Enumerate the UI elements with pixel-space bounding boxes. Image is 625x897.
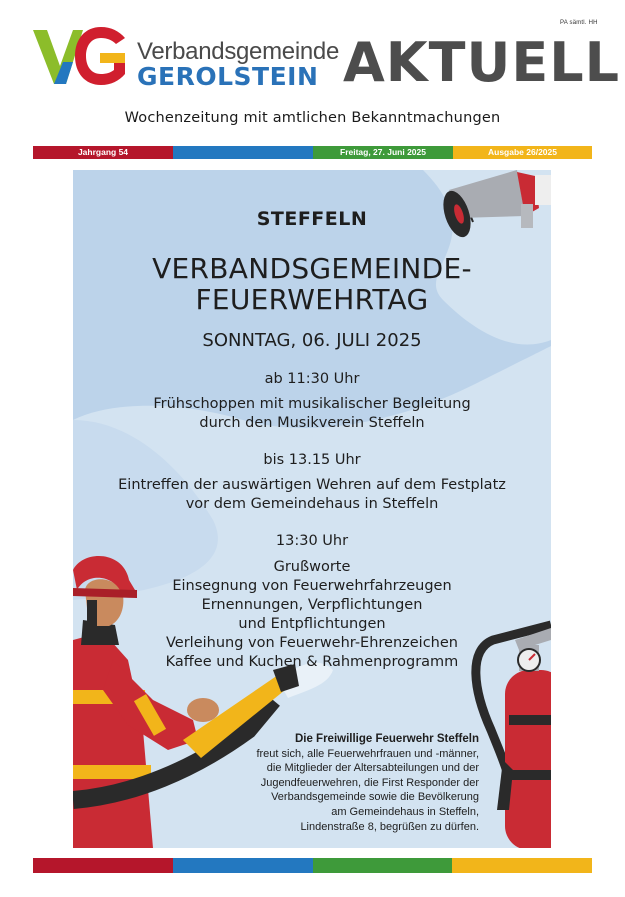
closing-heading: Die Freiwillige Feuerwehr Steffeln: [294, 733, 479, 745]
schedule-line: Verleihung von Feuerwehr-Ehrenzeichen: [165, 635, 458, 651]
masthead-subtitle: Wochenzeitung mit amtlichen Bekanntmachungen: [124, 110, 501, 126]
footer-color-band: [33, 858, 592, 873]
schedule-line: Ernennungen, Verpflichtungen: [201, 597, 423, 613]
closing-line: freut sich, alle Feuerwehrfrauen und -männer,: [256, 747, 479, 760]
schedule-time: 13:30 Uhr: [275, 533, 349, 549]
schedule-line: Grußworte: [273, 559, 351, 575]
footer-band-red: [33, 858, 173, 873]
closing-line: Jugendfeuerwehren, die First Responder der: [260, 776, 479, 789]
closing-line: die Mitglieder der Altersabteilungen und der: [266, 762, 479, 775]
brand-line1: Verbandsgemeinde: [137, 38, 340, 65]
schedule-line: Frühschoppen mit musikalischer Begleitung: [153, 396, 471, 412]
closing-line: Verbandsgemeinde sowie die Bevölkerung: [271, 791, 479, 804]
schedule-time: bis 13.15 Uhr: [263, 452, 361, 468]
poster-title-line2: FEUERWEHRTAG: [195, 283, 429, 316]
schedule-line: Einsegnung von Feuerwehrfahrzeugen: [172, 578, 452, 594]
footer-band-blue: [173, 858, 313, 873]
poster-location: STEFFELN: [256, 208, 368, 230]
volume-label: Jahrgang 54: [33, 146, 173, 159]
footer-band-green: [313, 858, 453, 873]
schedule-line: und Entpflichtungen: [238, 616, 386, 632]
schedule-line: vor dem Gemeindehaus in Steffeln: [185, 496, 439, 512]
brand-line2: GEROLSTEIN: [137, 62, 319, 91]
vg-logo: [33, 22, 129, 92]
schedule-line: Kaffee und Kuchen & Rahmenprogramm: [165, 654, 459, 670]
issue-number: Ausgabe 26/2025: [453, 146, 592, 159]
event-poster: [73, 170, 551, 848]
masthead-title: AKTUELL: [343, 31, 621, 94]
poster-date: SONNTAG, 06. JULI 2025: [202, 330, 422, 351]
schedule-time: ab 11:30 Uhr: [264, 371, 360, 387]
closing-message: [179, 732, 479, 834]
footer-band-yellow: [452, 858, 592, 873]
info-band: [33, 146, 592, 159]
closing-line: Lindenstraße 8, begrüßen zu dürfen.: [300, 820, 479, 833]
schedule-line: Eintreffen der auswärtigen Wehren auf dem Festplatz: [118, 477, 506, 493]
poster-title-line1: VERBANDSGEMEINDE-: [152, 252, 472, 285]
postal-note: PA sämtl. HH: [560, 20, 598, 26]
issue-date: Freitag, 27. Juni 2025: [313, 146, 453, 159]
band-segment-blue: [173, 146, 313, 159]
closing-line: am Gemeindehaus in Steffeln,: [331, 805, 479, 818]
schedule-line: durch den Musikverein Steffeln: [199, 415, 425, 431]
